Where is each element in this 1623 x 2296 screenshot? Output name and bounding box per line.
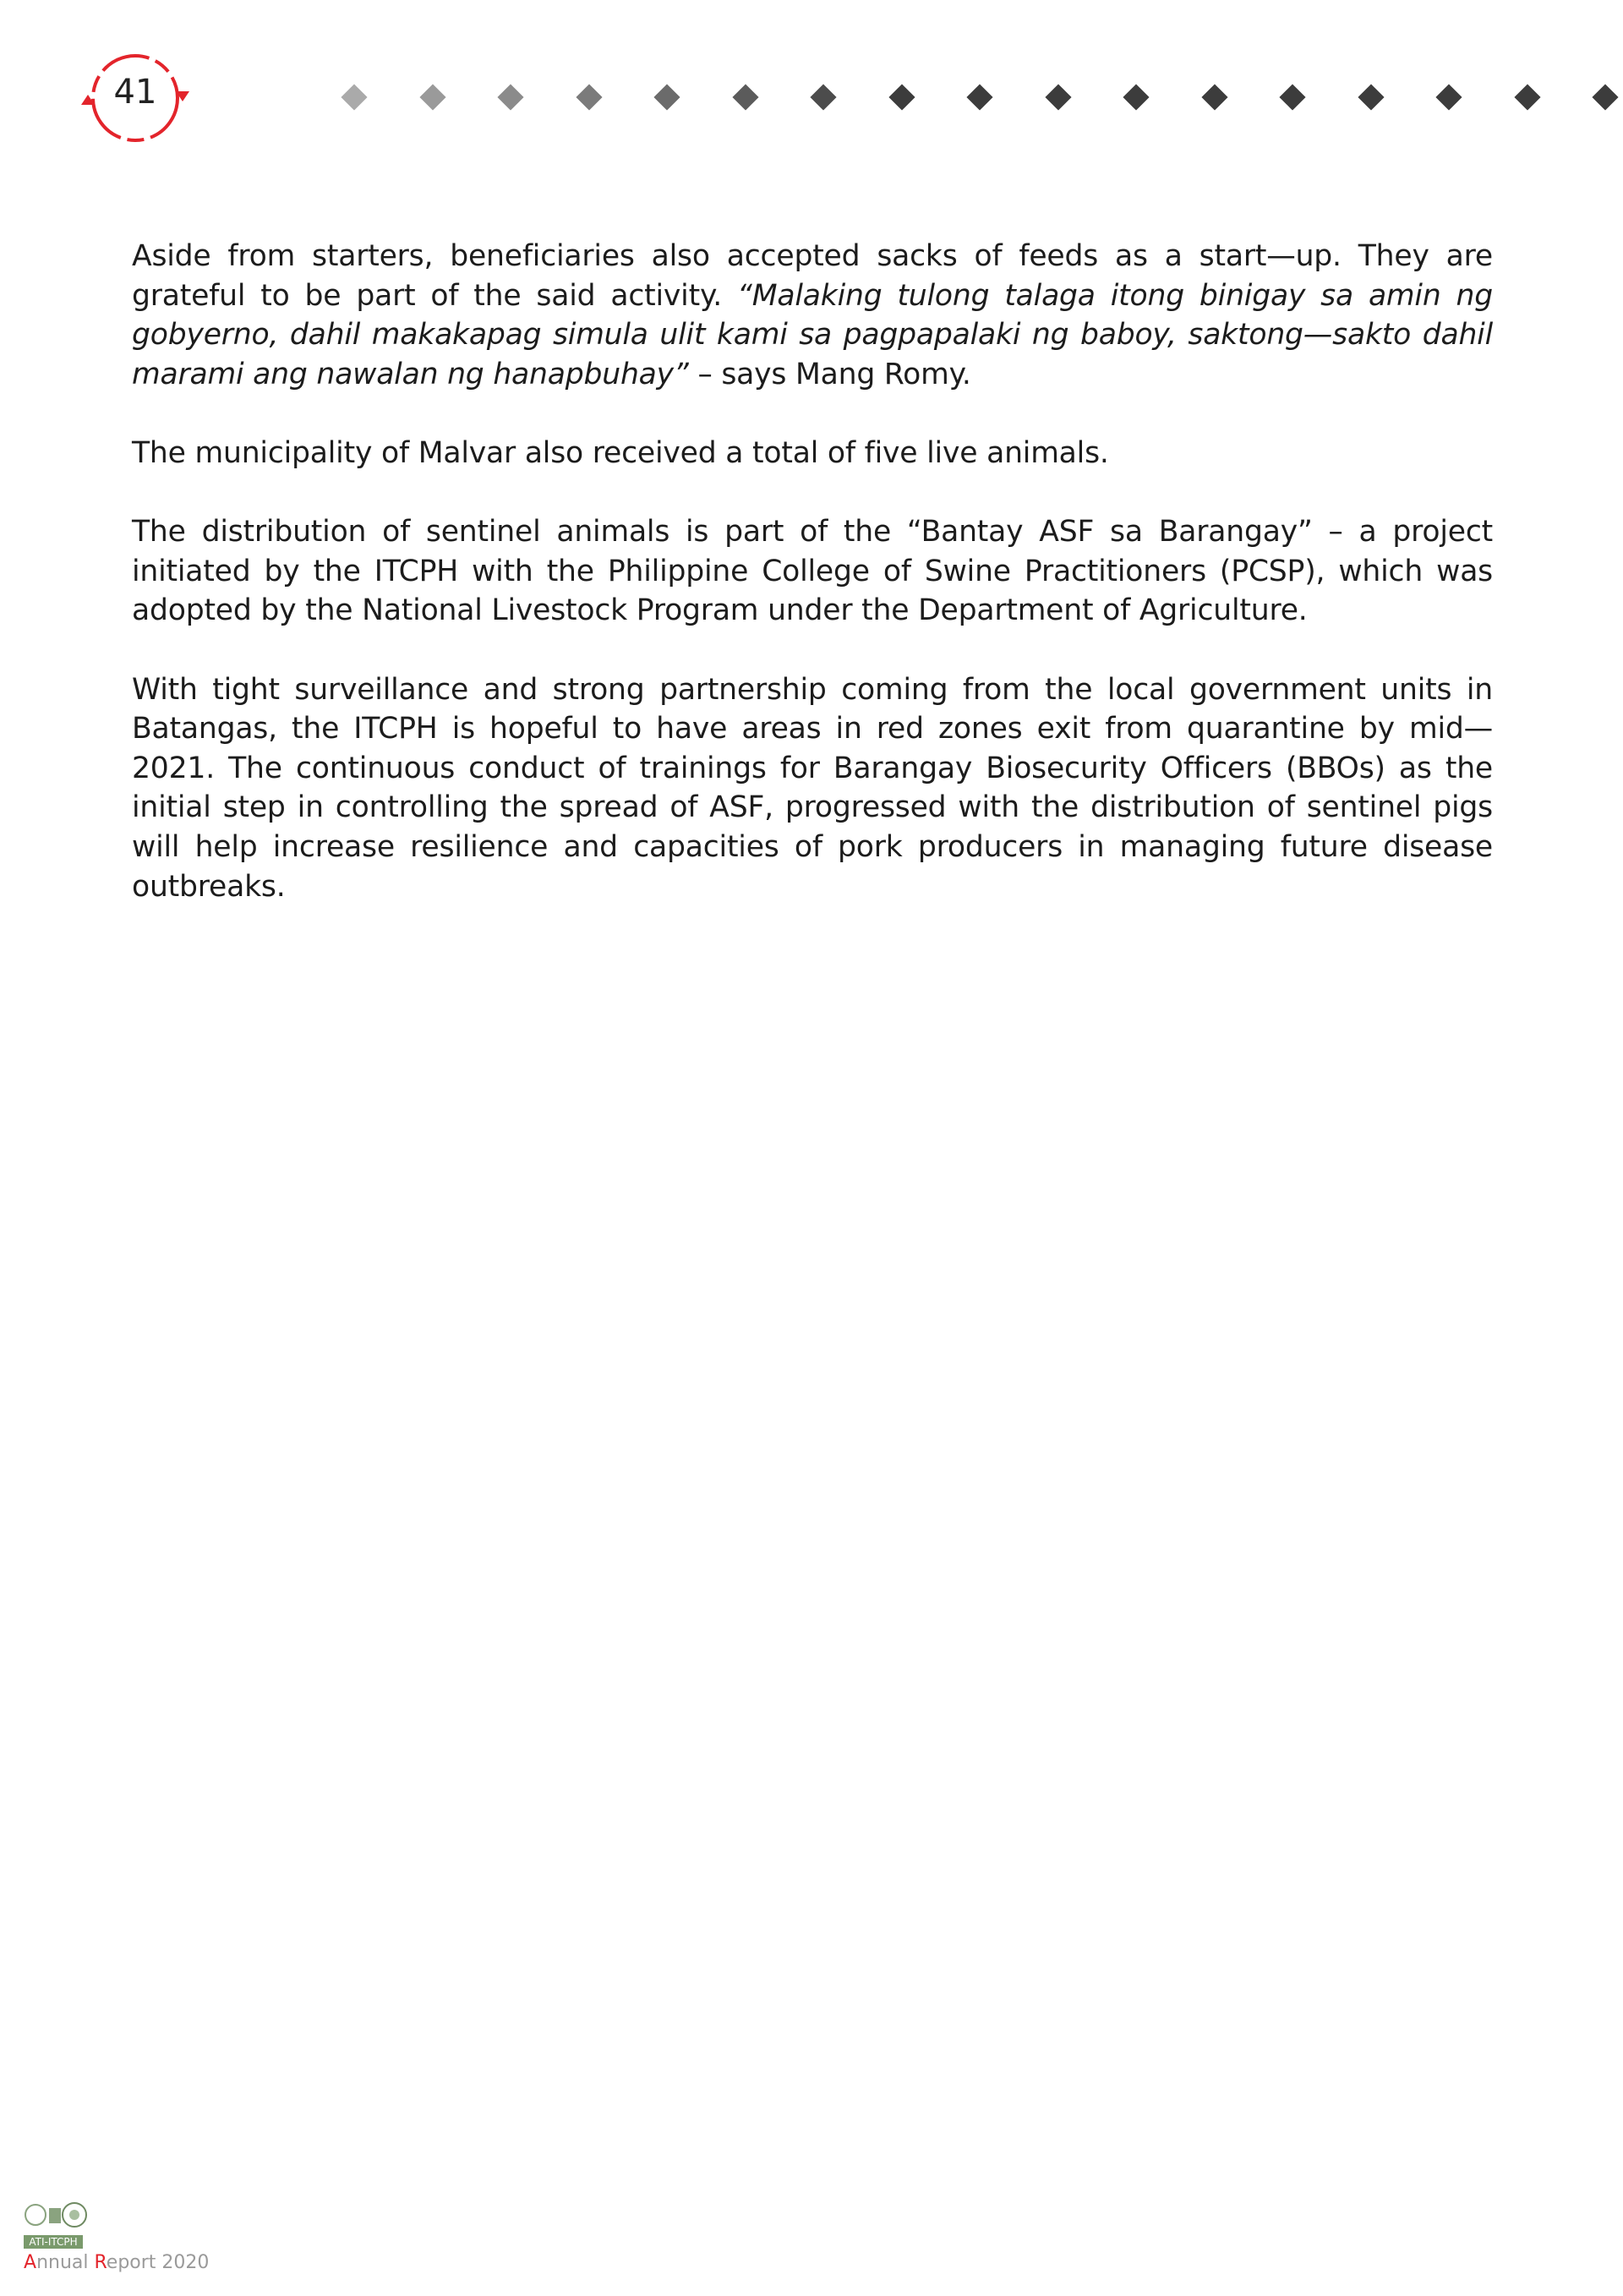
paragraph-1 [132, 237, 1493, 394]
diamond-icon [1592, 84, 1618, 110]
footer-org-label: ATI-ITCPH [24, 2235, 83, 2249]
paragraph-1-attribution: – says Mang Romy. [688, 357, 971, 391]
footer-title-part-2: eport 2020 [106, 2252, 210, 2273]
paragraph-1-text: Aside from starters, beneficiaries also accepted sacks of feeds as a start—up. They are grateful to be part of the said activity. [132, 239, 1493, 313]
diamond-icon [1514, 84, 1540, 110]
diamond-icon [341, 84, 367, 110]
footer-report-title [24, 2252, 209, 2273]
diamond-icon [1123, 84, 1149, 110]
diamond-icon [653, 84, 680, 110]
article-body [132, 237, 1493, 946]
paragraph-4: With tight surveillance and strong partnership coming from the local government units in Batangas, the ITCPH is hopeful to have areas in red zones exit from quarantine by mid—2021. The continuous conduct of trainings for Barangay Biosecurity Officers (BBOs) as the initial step in controlling the spread of ASF, progressed with the distribution of sentinel pigs will help increase resilience and capacities of pork producers in managing future disease outbreaks. [132, 672, 1493, 904]
page-number: 41 [113, 73, 157, 112]
diamond-icon [810, 84, 836, 110]
paragraph-2: The municipality of Malvar also received a total of five live animals. [132, 435, 1109, 470]
diamond-icon [888, 84, 915, 110]
diamond-icon [1279, 84, 1305, 110]
diamond-icon [732, 84, 758, 110]
diamond-icon [1358, 84, 1384, 110]
header-diamond-strip [338, 81, 1623, 115]
diamond-icon [1201, 84, 1227, 110]
footer-title-part-1: nnual [36, 2252, 95, 2273]
diamond-icon [1045, 84, 1071, 110]
diamond-icon [576, 84, 602, 110]
diamond-icon [966, 84, 992, 110]
footer [24, 2198, 227, 2282]
diamond-icon [497, 84, 523, 110]
paragraph-3: The distribution of sentinel animals is part of the “Bantay ASF sa Barangay” – a project initiated by the ITCPH with the Philippine College of Swine Practitioners (PCSP), which was adopted by the National Livestock Program under the Department of Agriculture. [132, 515, 1493, 628]
partner-logos-icon [24, 2198, 91, 2232]
diamond-icon [1435, 84, 1462, 110]
footer-title-accent-letter: R [94, 2252, 107, 2273]
paragraph-1-quote: “Malaking tulong talaga itong binigay sa amin ng gobyerno, dahil makakapag simula ulit kami sa pagpapalaki ng baboy, saktong—sakto dahil marami ang nawalan ng hanapbuhay” [132, 278, 1493, 391]
diamond-icon [419, 84, 445, 110]
footer-title-first-letter: A [24, 2252, 37, 2273]
page-number-badge [78, 51, 193, 145]
